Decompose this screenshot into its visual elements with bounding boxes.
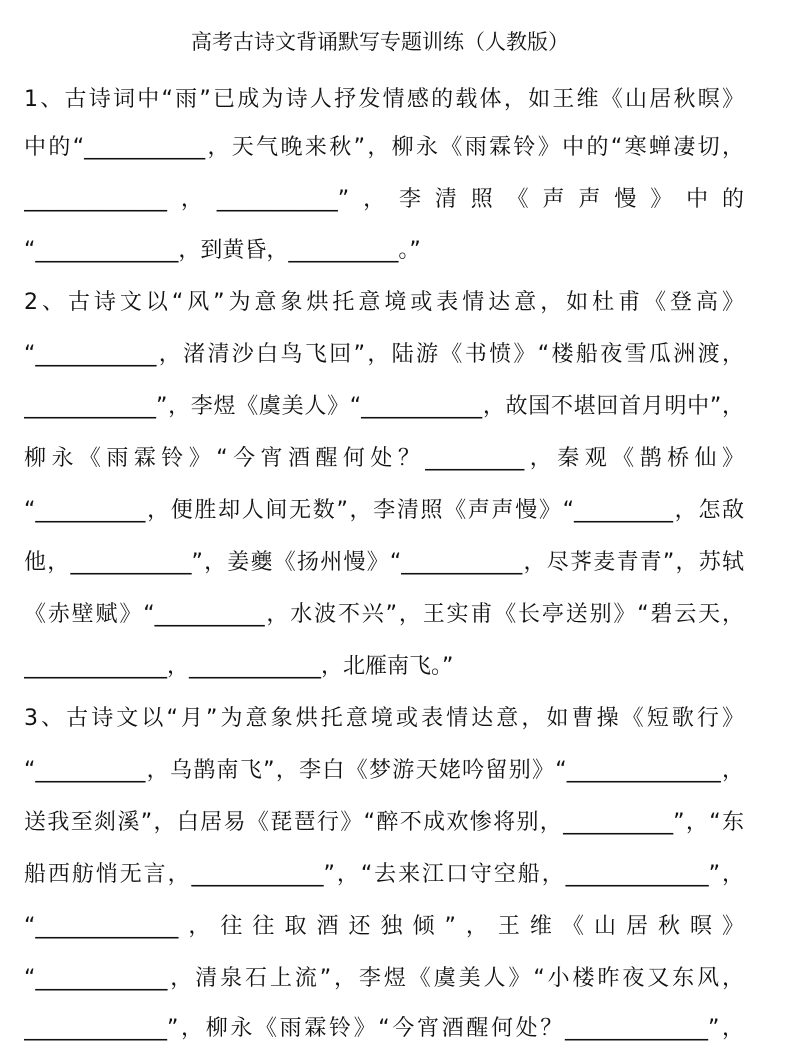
question-1-line-4: “_____________，到黄昏，__________。” bbox=[24, 238, 421, 263]
question-2-line-5: “__________，便胜却人间无数”，李清照《声声慢》“_________，怎敌 bbox=[24, 498, 744, 523]
question-2-line-2: “___________，渚清沙白鸟飞回”，陆游《书愤》“楼船夜雪瓜洲渡， bbox=[24, 342, 744, 367]
question-2-line-8: _____________，____________，北雁南飞。” bbox=[24, 654, 454, 679]
question-2-line-6: 他，___________”，姜夔《扬州慢》“___________，尽荠麦青青”，苏轼 bbox=[24, 550, 744, 575]
question-3-line-1: 3、古诗文以“月”为意象烘托意境或表情达意，如曹操《短歌行》 bbox=[24, 706, 744, 731]
question-3-line-2: “__________，乌鹊南飞”，李白《梦游天姥吟留别》“______________， bbox=[24, 758, 744, 783]
question-1-line-1: 1、古诗词中“雨”已成为诗人抒发情感的载体，如王维《山居秋暝》 bbox=[24, 87, 744, 112]
question-3-line-6: “____________，清泉石上流”，李煜《虞美人》“小楼昨夜又东风， bbox=[24, 966, 744, 991]
question-3-line-3: 送我至剡溪”，白居易《琵琶行》“醉不成欢惨将别，__________”，“东 bbox=[24, 810, 744, 835]
question-3-line-5: “_____________，往往取酒还独倾”，王维《山居秋暝》 bbox=[24, 914, 744, 939]
question-2-line-3: ____________”，李煜《虞美人》“___________，故国不堪回首月明中”， bbox=[24, 394, 744, 419]
question-1-line-2: 中的“___________，天气晚来秋”，柳永《雨霖铃》中的“寒蝉凄切， bbox=[24, 135, 744, 160]
question-2-line-7: 《赤壁赋》“__________，水波不兴”，王实甫《长亭送别》“碧云天， bbox=[24, 602, 744, 627]
page-title: 高考古诗文背诵默写专题训练（人教版） bbox=[191, 30, 569, 54]
question-2-line-4: 柳永《雨霖铃》“今宵酒醒何处？_________，秦观《鹊桥仙》 bbox=[24, 446, 744, 471]
question-3-line-4: 船西舫悄无言，____________”，“去来江口守空船，_____________”， bbox=[24, 862, 744, 887]
question-1-line-3: _____________，___________”，李清照《声声慢》中的 bbox=[24, 187, 744, 212]
question-3-line-7: _____________”，柳永《雨霖铃》“今宵酒醒何处？_____________”， bbox=[24, 1016, 744, 1041]
question-2-line-1: 2、古诗文以“风”为意象烘托意境或表情达意，如杜甫《登高》 bbox=[24, 290, 744, 315]
